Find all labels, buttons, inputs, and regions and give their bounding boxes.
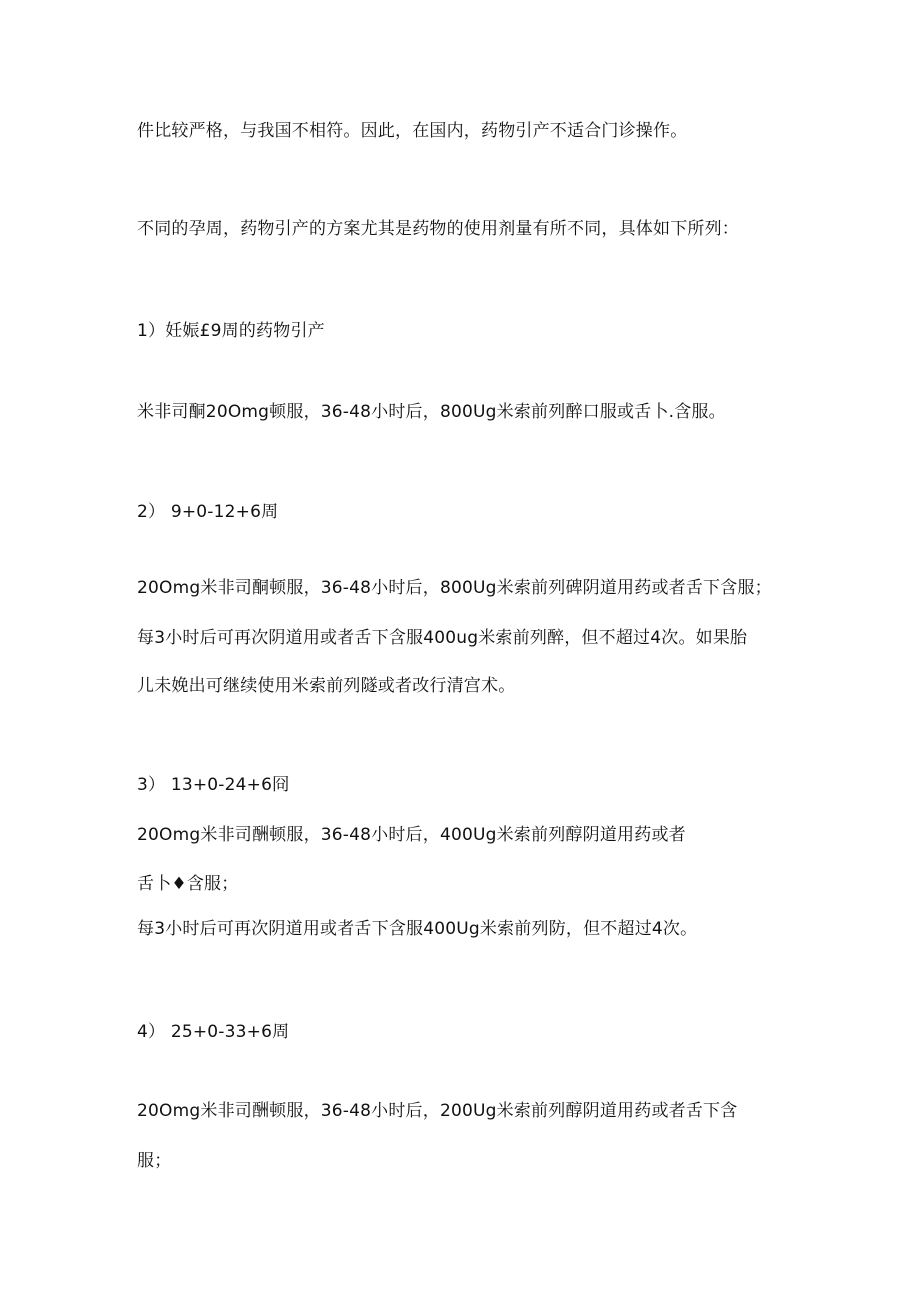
section-3-text-line-1: 20Omg米非司酬顿服，36-48小时后，400Ug米索前列醇阴道用药或者 [137, 825, 686, 845]
section-heading-2: 2） 9+0-12+6周 [137, 502, 279, 522]
section-3-text-line-3: 每3小时后可再次阴道用或者舌下含服400Ug米索前列防，但不超过4次。 [137, 919, 698, 939]
section-2-text-line-3: 儿未娩出可继续使用米索前列隧或者改行清宫术。 [137, 676, 516, 696]
paragraph-intro: 不同的孕周，药物引产的方案尤其是药物的使用剂量有所不同，具体如下所列： [137, 219, 739, 239]
section-1-text: 米非司酮20Omg顿服，36-48小时后，800Ug米索前列醉口服或舌卜.含服。 [137, 402, 726, 422]
section-heading-4: 4） 25+0-33+6周 [137, 1022, 290, 1042]
section-heading-3: 3） 13+0-24+6冏 [137, 775, 290, 795]
section-2-text-line-1: 20Omg米非司酮顿服，36-48小时后，800Ug米索前列碑阴道用药或者舌下含服； [137, 578, 772, 598]
section-4-text-line-1: 20Omg米非司酬顿服，36-48小时后，200Ug米索前列醇阴道用药或者舌下含 [137, 1101, 738, 1121]
section-4-text-line-2: 服； [137, 1151, 172, 1171]
section-2-text-line-2: 每3小时后可再次阴道用或者舌下含服400ug米索前列醉，但不超过4次。如果胎 [137, 628, 748, 648]
paragraph-continuation: 件比较严格，与我国不相符。因此，在国内，药物引产不适合门诊操作。 [137, 121, 688, 141]
section-3-text-line-2: 舌卜♦含服； [137, 874, 239, 894]
section-heading-1: 1）妊娠£9周的药物引产 [137, 321, 325, 341]
